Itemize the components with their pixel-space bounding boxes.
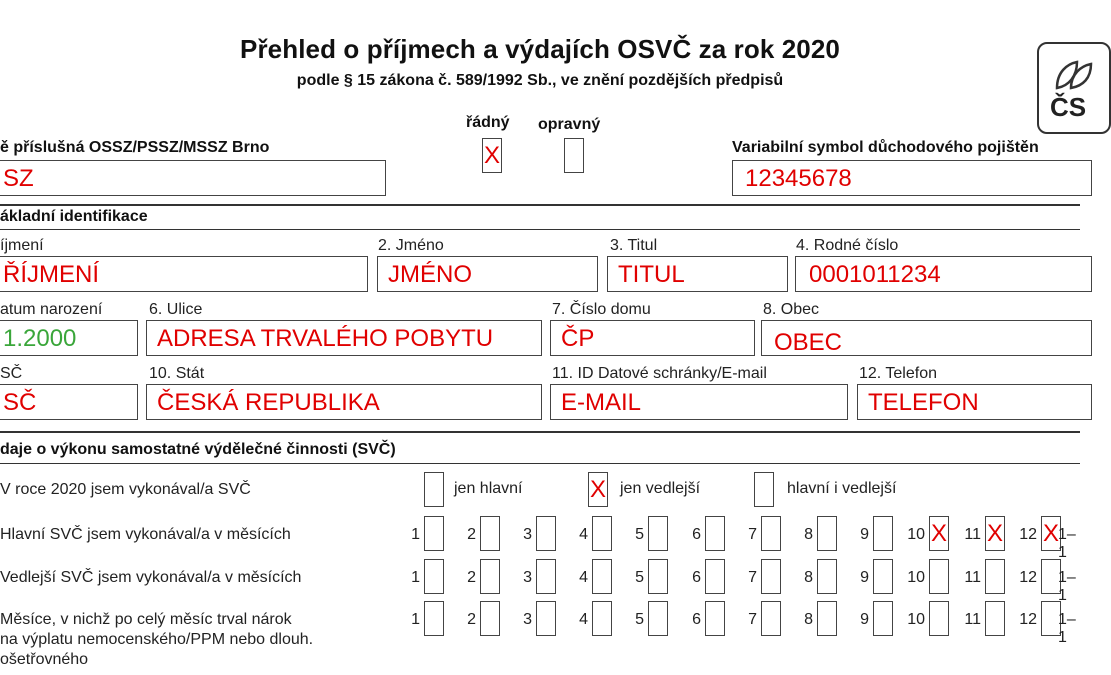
birth-no-value: 0001011234 xyxy=(809,261,941,288)
sickness-months-label-line1: Měsíce, v nichž po celý měsíc trval nárok xyxy=(0,611,292,628)
side-month-number: 1 xyxy=(411,569,420,586)
sickness-months-range: 1–1 xyxy=(1058,611,1076,646)
option-both-label: hlavní i vedlejší xyxy=(787,480,897,497)
var-symbol-value: 12345678 xyxy=(745,165,852,192)
main-month-number: 10 xyxy=(907,526,925,543)
sickness-month-number: 8 xyxy=(804,611,813,628)
sickness-month-number: 6 xyxy=(692,611,701,628)
sickness-months-label-line3: ošetřovného xyxy=(0,651,89,668)
main-month-checkbox[interactable] xyxy=(873,516,893,551)
phone-field[interactable] xyxy=(857,384,1092,420)
logo-text: ČS xyxy=(1050,92,1087,122)
main-months-label: Hlavní SVČ jsem vykonával/a v měsících xyxy=(0,526,291,543)
opravny-checkbox[interactable] xyxy=(564,138,584,173)
sickness-month-checkbox[interactable] xyxy=(648,601,668,636)
side-month-number: 8 xyxy=(804,569,813,586)
opravny-label: opravný xyxy=(538,116,601,133)
birth-no-label: 4. Rodné číslo xyxy=(796,237,899,254)
sickness-month-checkbox[interactable] xyxy=(424,601,444,636)
side-month-number: 2 xyxy=(467,569,476,586)
form-subtitle: podle § 15 zákona č. 589/1992 Sb., ve znění pozdějších předpisů xyxy=(296,72,784,89)
name-label: 2. Jméno xyxy=(378,237,444,254)
radny-checkbox[interactable]: X xyxy=(482,138,502,173)
birth-date-value: 1.2000 xyxy=(3,325,77,352)
side-month-number: 6 xyxy=(692,569,701,586)
psc-field[interactable] xyxy=(0,384,138,420)
main-month-number: 4 xyxy=(579,526,588,543)
main-month-number: 12 xyxy=(1019,526,1037,543)
street-label: 6. Ulice xyxy=(149,301,203,318)
main-month-number: 9 xyxy=(860,526,869,543)
phone-label: 12. Telefon xyxy=(859,365,937,382)
side-month-number: 7 xyxy=(748,569,757,586)
section-divider-top xyxy=(0,204,1080,206)
sickness-month-checkbox[interactable] xyxy=(536,601,556,636)
main-month-checkbox[interactable] xyxy=(536,516,556,551)
svc-divider-bottom xyxy=(0,463,1080,464)
main-month-checkbox[interactable]: X xyxy=(929,516,949,551)
side-month-number: 4 xyxy=(579,569,588,586)
side-month-number: 9 xyxy=(860,569,869,586)
main-month-number: 5 xyxy=(635,526,644,543)
sickness-month-number: 3 xyxy=(523,611,532,628)
sickness-month-checkbox[interactable] xyxy=(873,601,893,636)
side-month-checkbox[interactable] xyxy=(424,559,444,594)
sickness-month-number: 5 xyxy=(635,611,644,628)
svc-section-title: daje o výkonu samostatné výdělečné činnosti (SVČ) xyxy=(0,441,396,458)
side-month-number: 3 xyxy=(523,569,532,586)
sickness-month-number: 9 xyxy=(860,611,869,628)
psc-value: SČ xyxy=(3,389,37,416)
main-month-number: 1 xyxy=(411,526,420,543)
main-month-checkbox[interactable] xyxy=(648,516,668,551)
main-month-number: 8 xyxy=(804,526,813,543)
city-value: OBEC xyxy=(774,329,843,356)
side-month-checkbox[interactable] xyxy=(480,559,500,594)
svc-year-question: V roce 2020 jsem vykonával/a SVČ xyxy=(0,481,251,498)
leaf-icon xyxy=(1053,58,1095,92)
office-label: ě příslušná OSSZ/PSSZ/MSSZ Brno xyxy=(0,139,270,156)
main-month-checkbox[interactable] xyxy=(480,516,500,551)
side-month-checkbox[interactable] xyxy=(817,559,837,594)
psc-label: SČ xyxy=(0,365,23,382)
office-field[interactable] xyxy=(0,160,386,196)
section-divider-bottom xyxy=(0,229,1080,230)
birth-date-field[interactable] xyxy=(0,320,138,356)
city-label: 8. Obec xyxy=(763,301,820,318)
name-value: JMÉNO xyxy=(388,261,472,288)
sickness-month-checkbox[interactable] xyxy=(705,601,725,636)
email-field[interactable] xyxy=(550,384,848,420)
sickness-month-checkbox[interactable] xyxy=(480,601,500,636)
main-month-number: 3 xyxy=(523,526,532,543)
main-month-checkbox[interactable]: X xyxy=(985,516,1005,551)
titul-field[interactable] xyxy=(607,256,788,292)
side-month-number: 5 xyxy=(635,569,644,586)
sickness-month-number: 7 xyxy=(748,611,757,628)
main-month-number: 2 xyxy=(467,526,476,543)
house-no-field[interactable] xyxy=(550,320,755,356)
side-month-checkbox[interactable] xyxy=(648,559,668,594)
birth-no-field[interactable] xyxy=(795,256,1092,292)
sickness-month-checkbox[interactable] xyxy=(592,601,612,636)
main-month-number: 6 xyxy=(692,526,701,543)
birth-date-label: atum narození xyxy=(0,301,103,318)
email-value: E-MAIL xyxy=(561,389,642,416)
option-main-checkbox[interactable] xyxy=(424,472,444,507)
main-month-number: 7 xyxy=(748,526,757,543)
house-no-label: 7. Číslo domu xyxy=(552,301,651,318)
main-month-checkbox[interactable]: X xyxy=(1041,516,1061,551)
main-month-checkbox[interactable] xyxy=(424,516,444,551)
state-field[interactable] xyxy=(146,384,542,420)
office-value: SZ xyxy=(3,165,34,192)
sickness-months-label-line2: na výplatu nemocenského/PPM nebo dlouh. xyxy=(0,631,314,648)
main-month-number: 11 xyxy=(964,526,981,543)
city-field[interactable] xyxy=(761,320,1092,356)
side-month-checkbox[interactable] xyxy=(536,559,556,594)
state-label: 10. Stát xyxy=(149,365,205,382)
side-months-label: Vedlejší SVČ jsem vykonával/a v měsících xyxy=(0,569,302,586)
option-side-checkbox[interactable]: X xyxy=(588,472,608,507)
option-main-label: jen hlavní xyxy=(454,480,523,497)
street-value: ADRESA TRVALÉHO POBYTU xyxy=(157,325,494,352)
sickness-month-number: 12 xyxy=(1019,611,1037,628)
surname-label: íjmení xyxy=(0,237,44,254)
main-month-checkbox[interactable] xyxy=(705,516,725,551)
state-value: ČESKÁ REPUBLIKA xyxy=(157,389,380,416)
side-month-checkbox[interactable] xyxy=(873,559,893,594)
sickness-month-number: 10 xyxy=(907,611,925,628)
sickness-month-checkbox[interactable] xyxy=(817,601,837,636)
titul-label: 3. Titul xyxy=(610,237,658,254)
side-months-range: 1–1 xyxy=(1058,569,1076,604)
main-month-checkbox[interactable] xyxy=(817,516,837,551)
side-month-checkbox[interactable] xyxy=(985,559,1005,594)
side-month-checkbox[interactable] xyxy=(705,559,725,594)
sickness-month-checkbox[interactable] xyxy=(985,601,1005,636)
option-side-label: jen vedlejší xyxy=(620,480,701,497)
phone-value: TELEFON xyxy=(868,389,979,416)
side-month-checkbox[interactable] xyxy=(761,559,781,594)
main-month-checkbox[interactable] xyxy=(761,516,781,551)
titul-value: TITUL xyxy=(618,261,685,288)
form-title: Přehled o příjmech a výdajích OSVČ za rok 2020 xyxy=(240,34,840,64)
name-field[interactable] xyxy=(377,256,598,292)
side-month-checkbox[interactable] xyxy=(929,559,949,594)
sickness-month-number: 2 xyxy=(467,611,476,628)
var-symbol-label: Variabilní symbol důchodového pojištěn xyxy=(732,139,1039,156)
email-label: 11. ID Datové schránky/E-mail xyxy=(552,365,767,382)
option-both-checkbox[interactable] xyxy=(754,472,774,507)
radny-label: řádný xyxy=(466,114,510,131)
surname-value: ŘÍJMENÍ xyxy=(3,261,99,288)
sickness-month-number: 11 xyxy=(964,611,981,628)
surname-field[interactable] xyxy=(0,256,368,292)
cssz-logo xyxy=(1037,42,1111,134)
side-month-number: 10 xyxy=(907,569,925,586)
sickness-month-number: 1 xyxy=(411,611,420,628)
house-no-value: ČP xyxy=(561,325,595,352)
main-months-range: 1–1 xyxy=(1058,526,1076,561)
basic-section-title: ákladní identifikace xyxy=(0,208,148,225)
sickness-month-checkbox[interactable] xyxy=(929,601,949,636)
side-month-number: 11 xyxy=(964,569,981,586)
sickness-month-checkbox[interactable] xyxy=(761,601,781,636)
var-symbol-field[interactable] xyxy=(732,160,1092,196)
sickness-month-number: 4 xyxy=(579,611,588,628)
side-month-number: 12 xyxy=(1019,569,1037,586)
svc-divider-top xyxy=(0,431,1080,433)
side-month-checkbox[interactable] xyxy=(592,559,612,594)
street-field[interactable] xyxy=(146,320,542,356)
main-month-checkbox[interactable] xyxy=(592,516,612,551)
